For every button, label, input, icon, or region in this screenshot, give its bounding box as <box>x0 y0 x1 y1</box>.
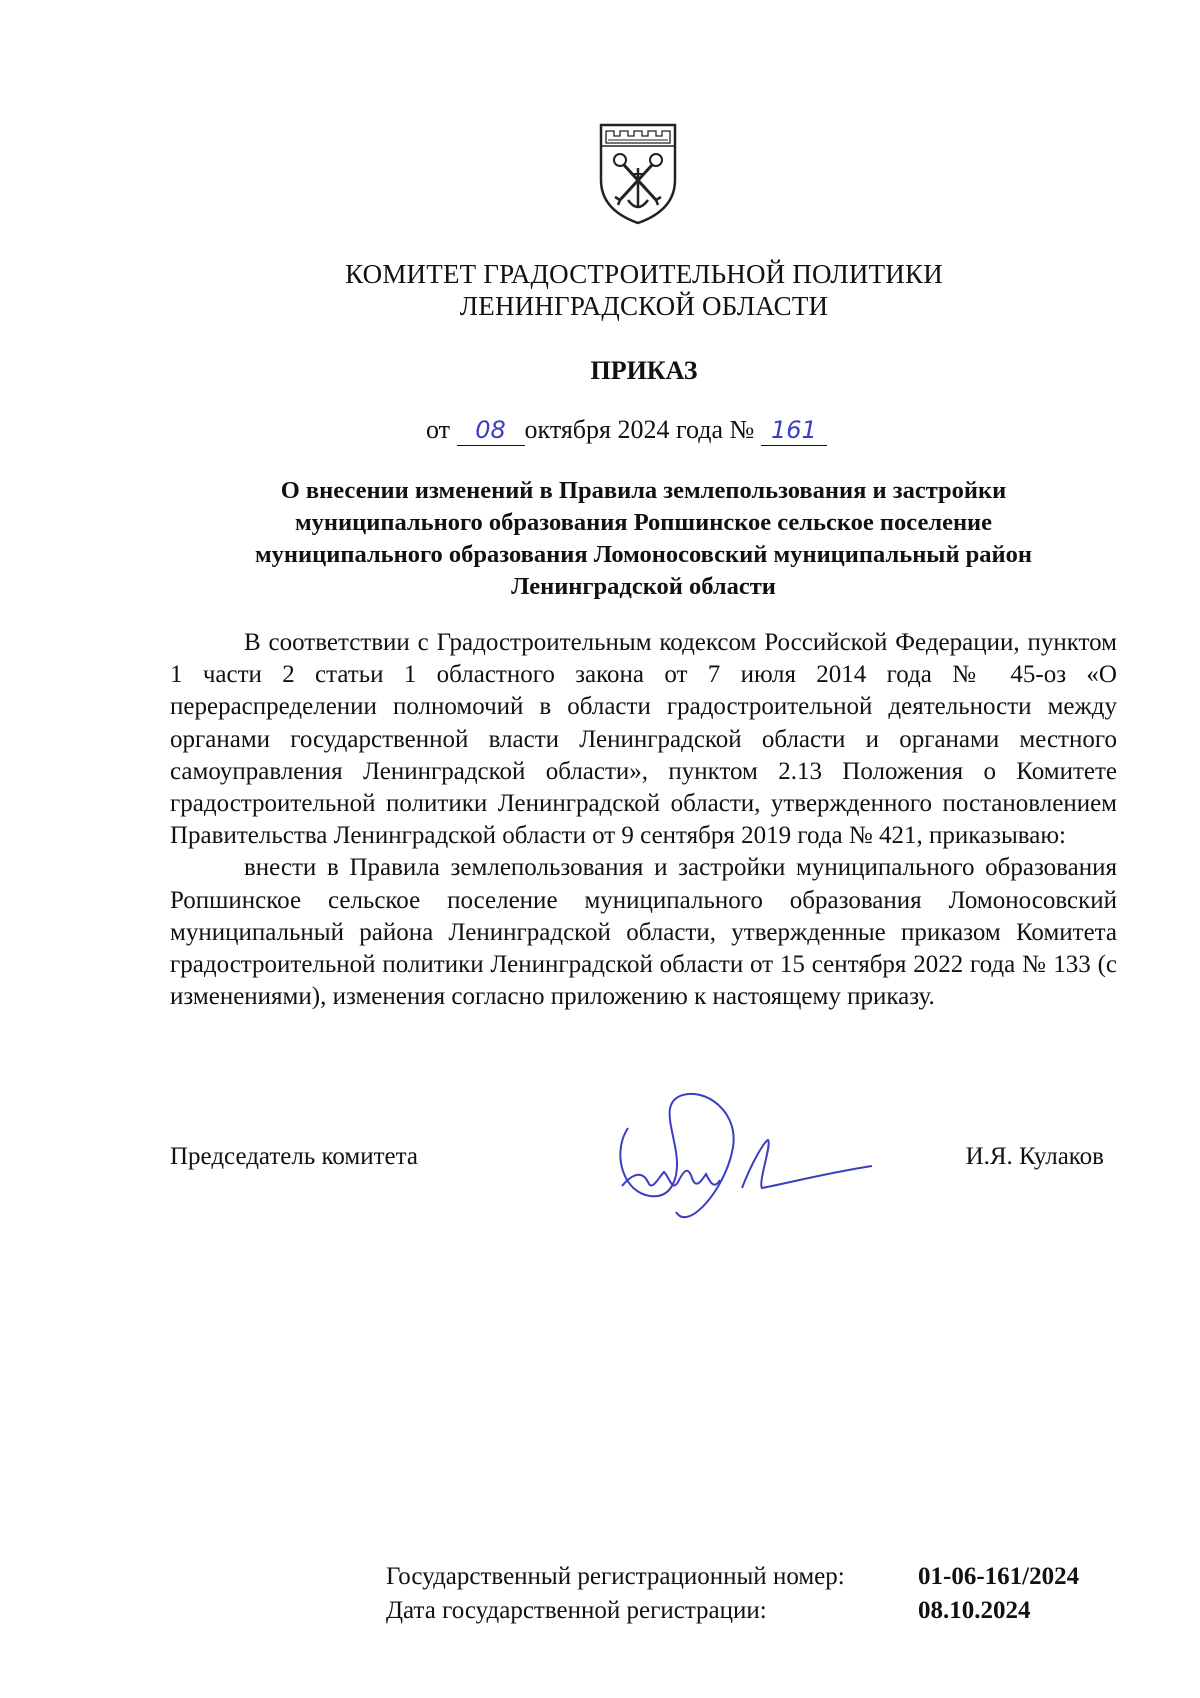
date-middle-text: октября 2024 года № <box>524 415 755 444</box>
handwritten-signature <box>592 1082 878 1230</box>
order-body <box>170 627 1117 1013</box>
signer-name: И.Я. Кулаков <box>965 1143 1104 1170</box>
registration-date-row <box>386 1594 1079 1628</box>
order-title-line: Ленинградской области <box>511 573 776 600</box>
registration-number-row <box>386 1560 1079 1594</box>
order-title-line: муниципального образования Ропшинское сельское поселение <box>294 509 993 536</box>
body-paragraph-1: В соответствии с Градостроительным кодексом Российской Федерации, пунктом 1 части 2 статьи 1 областного закона от 7 июля 2014 года № 45-оз «О перераспределении полномочий в области градостроительной деятельности между органами государственной власти Ленинградской области и органами местного самоуправления Ленинградской области», пунктом 2.13 Положения о Комитете градостроительной политики Ленинградской области, утвержденного постановлением Правительства Ленинградской области от 9 сентября 2019 года № 421, приказываю: <box>170 629 1117 850</box>
registration-block <box>386 1560 1079 1628</box>
handwritten-day: 08 <box>457 415 525 446</box>
body-paragraph-2: внести в Правила землепользования и застройки муниципального образования Ропшинское сельское поселение муниципального образования Ломоносовский муниципальный района Ленинградской области, утвержденные приказом Комитета градостроительной политики Ленинградской области от 15 сентября 2022 года № 133 (с изменениями), изменения согласно приложению к настоящему приказу. <box>170 854 1117 1011</box>
order-title-line: О внесении изменений в Правила землепользования и застройки <box>280 477 1007 504</box>
date-prefix: от <box>426 415 451 444</box>
handwritten-order-number: 161 <box>761 415 827 446</box>
committee-name-line1: КОМИТЕТ ГРАДОСТРОИТЕЛЬНОЙ ПОЛИТИКИ <box>345 259 943 289</box>
registration-date-label: Дата государственной регистрации: <box>386 1597 767 1624</box>
registration-number-value: 01-06-161/2024 <box>918 1563 1080 1590</box>
committee-name-line2: ЛЕНИНГРАДСКОЙ ОБЛАСТИ <box>459 291 829 321</box>
coat-of-arms-icon <box>598 122 678 226</box>
document-type-heading: ПРИКАЗ <box>590 356 698 385</box>
order-title-line: муниципального образования Ломоносовский муниципальный район <box>254 541 1033 568</box>
registration-number-label: Государственный регистрационный номер: <box>386 1563 845 1590</box>
order-title <box>170 475 1117 603</box>
registration-date-value: 08.10.2024 <box>918 1597 1031 1624</box>
order-date-line <box>426 414 827 446</box>
signer-position: Председатель комитета <box>170 1143 418 1170</box>
